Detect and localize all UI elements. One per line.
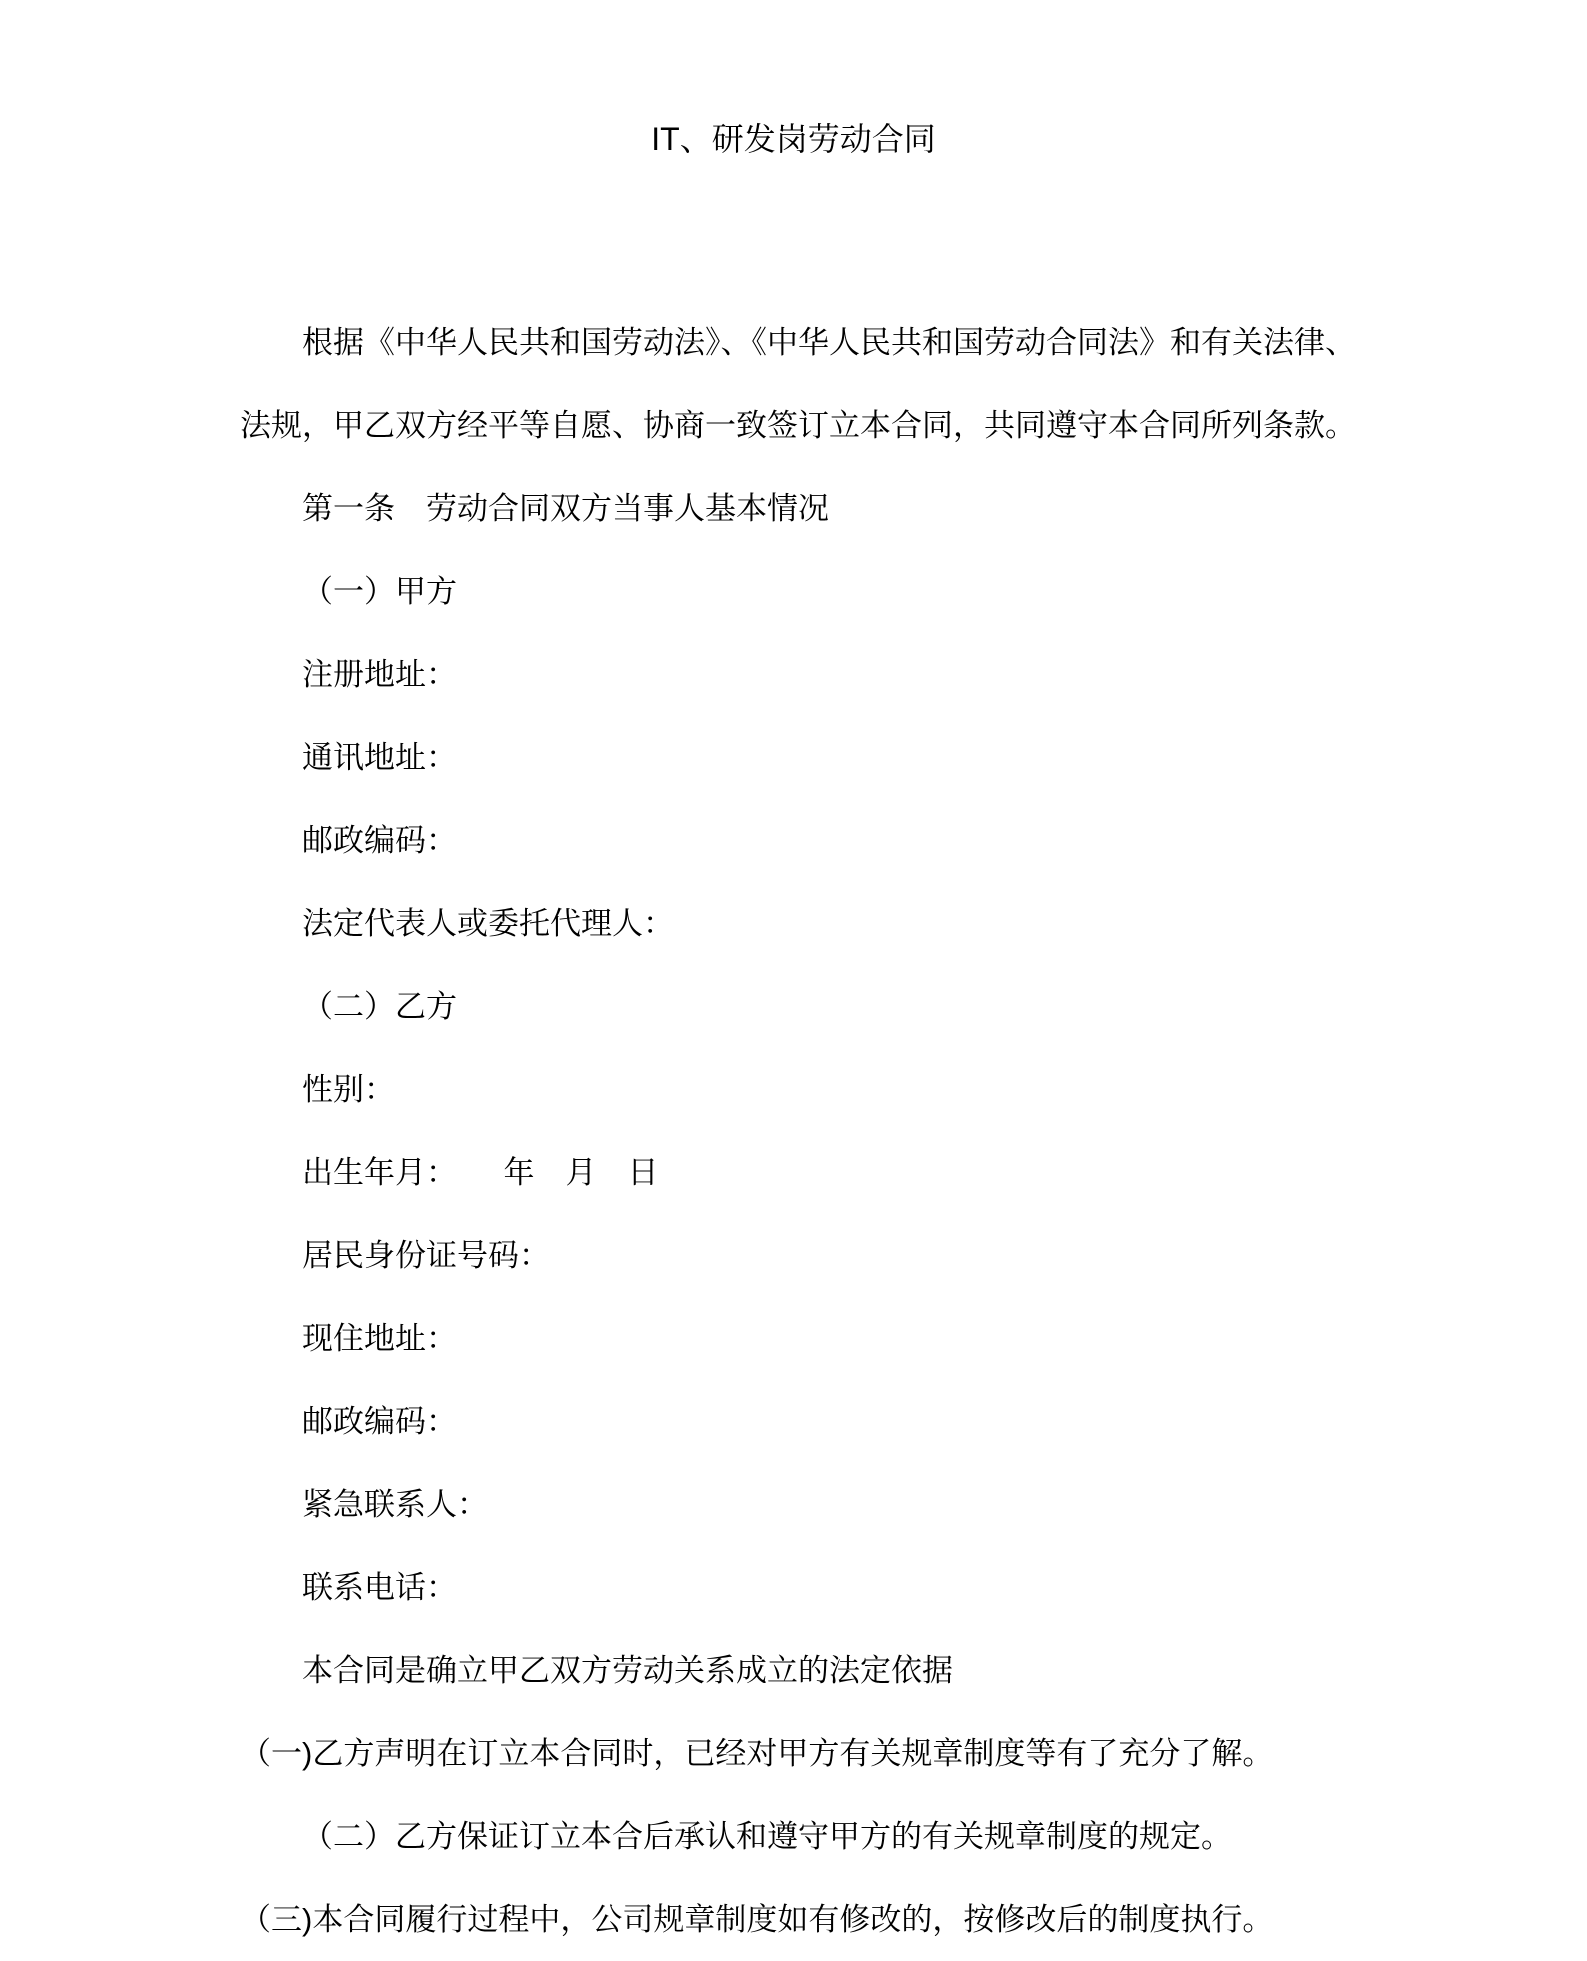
text-line: 紧急联系人： <box>302 1487 488 1522</box>
text-line: （一）甲方 <box>302 574 457 609</box>
text-line: 注册地址： <box>302 657 457 692</box>
text-line: （二）乙方保证订立本合后承认和遵守甲方的有关规章制度的规定。 <box>302 1819 1232 1854</box>
text-line: 法规，甲乙双方经平等自愿、协商一致签订立本合同，共同遵守本合同所列条款。 <box>240 408 1356 443</box>
text-line: 法定代表人或委托代理人： <box>302 906 674 941</box>
text-line: （一)乙方声明在订立本合同时，已经对甲方有关规章制度等有了充分了解。 <box>240 1736 1274 1771</box>
text-line: 现住地址： <box>302 1321 457 1356</box>
text-line: 居民身份证号码： <box>302 1238 550 1273</box>
document-title: IT、研发岗劳动合同 <box>651 121 936 157</box>
text-line: 邮政编码： <box>302 1404 457 1439</box>
text-line: 性别： <box>302 1072 395 1107</box>
text-line: 通讯地址： <box>302 740 457 775</box>
document-body <box>240 301 1450 1961</box>
text-line: 根据《中华人民共和国劳动法》、《中华人民共和国劳动合同法》和有关法律、 <box>302 325 1356 360</box>
text-line: 出生年月： 年 月 日 <box>302 1155 659 1190</box>
text-line: 第一条 劳动合同双方当事人基本情况 <box>302 491 829 526</box>
text-line: 联系电话： <box>302 1570 457 1605</box>
text-line: 邮政编码： <box>302 823 457 858</box>
text-line: （三)本合同履行过程中，公司规章制度如有修改的，按修改后的制度执行。 <box>240 1902 1274 1937</box>
text-line: （二）乙方 <box>302 989 457 1024</box>
text-line: 本合同是确立甲乙双方劳动关系成立的法定依据 <box>302 1653 953 1688</box>
